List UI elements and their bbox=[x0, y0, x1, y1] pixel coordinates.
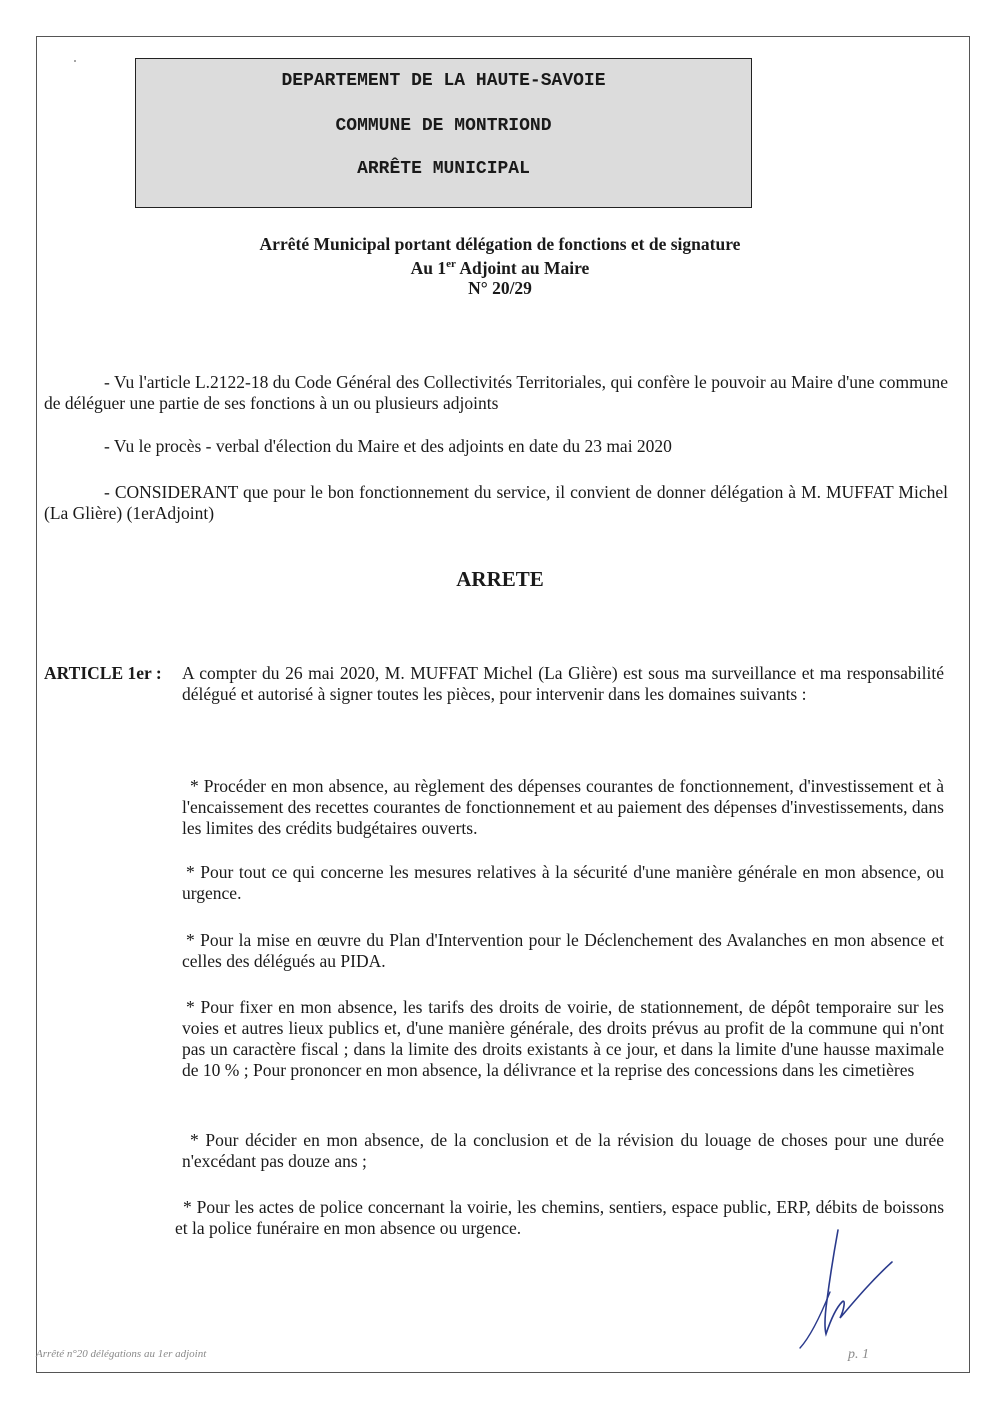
delegation-item: * Pour fixer en mon absence, les tarifs des droits de voirie, de stationnement, de dépôt temporaire sur les voies et autres lieux publics et, d'une manière générale, des droits prévus au profit de la commune qui n'ont pas un caractère fiscal ; dans la limite des droits existants à ce jour, et dans la limite d'une hausse maximale de 10 % ; Pour prononcer en mon absence, la délivrance et la reprise des concessions dans les cimetières bbox=[182, 997, 944, 1080]
document-title bbox=[100, 234, 900, 298]
arrete-heading: ARRETE bbox=[456, 567, 544, 591]
article-1-intro: A compter du 26 mai 2020, M. MUFFAT Michel (La Glière) est sous ma surveillance et ma responsabilité délégué et autorisé à signer toutes les pièces, pour intervenir dans les domaines suivants : bbox=[182, 663, 944, 704]
decree-number: N° 20/29 bbox=[468, 277, 532, 298]
delegation-item: * Pour tout ce qui concerne les mesures relatives à la sécurité d'une manière générale en mon absence, ou urgence. bbox=[182, 862, 944, 903]
header-commune: COMMUNE DE MONTRIOND bbox=[335, 116, 552, 136]
article-1-label: ARTICLE 1er : bbox=[44, 663, 162, 683]
header-box bbox=[135, 58, 752, 208]
title-line-2-pre: Au 1 bbox=[410, 257, 447, 278]
delegation-item: * Pour décider en mon absence, de la conclusion et de la révision du louage de choses pour une durée n'excédant pas douze ans ; bbox=[182, 1130, 944, 1171]
title-line-2-sup: er bbox=[446, 258, 456, 270]
consideration-2: - Vu le procès - verbal d'élection du Maire et des adjoints en date du 23 mai 2020 bbox=[104, 436, 672, 456]
scan-speck bbox=[74, 60, 76, 62]
title-line-1: Arrêté Municipal portant délégation de fonctions et de signature bbox=[259, 234, 741, 254]
page-number: p. 1 bbox=[848, 1347, 869, 1362]
delegation-item: * Procéder en mon absence, au règlement des dépenses courantes de fonctionnement, d'investissement et à l'encaissement des recettes courantes de fonctionnement et au paiement des dépenses d'investissements, dans les limites des crédits budgétaires ouverts. bbox=[182, 776, 944, 838]
handwritten-signature bbox=[790, 1222, 900, 1352]
consideration-1: - Vu l'article L.2122-18 du Code Général des Collectivités Territoriales, qui confère le pouvoir au Maire d'une commune de déléguer une partie de ses fonctions à un ou plusieurs adjoints bbox=[44, 372, 948, 413]
footer-reference: Arrêté n°20 délégations au 1er adjoint bbox=[36, 1348, 207, 1360]
header-department: DEPARTEMENT DE LA HAUTE-SAVOIE bbox=[281, 71, 606, 91]
title-line-2 bbox=[100, 254, 900, 278]
header-arrete: ARRÊTE MUNICIPAL bbox=[357, 159, 530, 179]
consideration-3: - CONSIDERANT que pour le bon fonctionnement du service, il convient de donner délégation à M. MUFFAT Michel (La Glière) (1erAdjoint) bbox=[44, 482, 948, 523]
delegation-item: * Pour la mise en œuvre du Plan d'Intervention pour le Déclenchement des Avalanches en mon absence et celles des délégués au PIDA. bbox=[182, 930, 944, 971]
delegation-item: * Pour les actes de police concernant la voirie, les chemins, sentiers, espace public, ERP, débits de boissons et la police funéraire en mon absence ou urgence. bbox=[175, 1197, 944, 1238]
title-line-2-post: Adjoint au Maire bbox=[455, 257, 590, 278]
